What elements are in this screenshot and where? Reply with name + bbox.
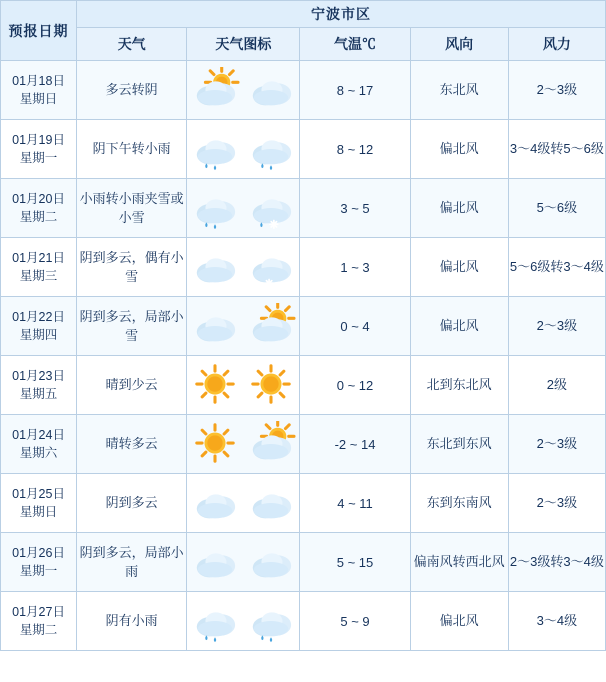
weather-icon-pair bbox=[187, 421, 299, 467]
forecast-weekday: 星期六 bbox=[19, 446, 58, 460]
wind-direction-cell: 偏南风转西北风 bbox=[410, 533, 508, 592]
cloudy-icon bbox=[189, 480, 241, 526]
forecast-date-cell bbox=[1, 592, 77, 651]
wind-direction-cell: 偏北风 bbox=[410, 238, 508, 297]
wind-power-cell: 2～3级 bbox=[508, 474, 605, 533]
forecast-weekday: 星期三 bbox=[19, 269, 58, 283]
weather-description-cell: 晴转多云 bbox=[77, 415, 187, 474]
wind-direction-cell: 偏北风 bbox=[410, 297, 508, 356]
table-row bbox=[1, 415, 606, 474]
sunny-icon bbox=[189, 421, 241, 467]
weather-icon-cell bbox=[187, 415, 300, 474]
table-row bbox=[1, 61, 606, 120]
forecast-date: 01月20日 bbox=[12, 191, 65, 206]
weather-icon-pair bbox=[187, 126, 299, 172]
light-rain-icon bbox=[245, 126, 297, 172]
sunny-icon bbox=[189, 362, 241, 408]
forecast-date: 01月22日 bbox=[12, 309, 65, 324]
forecast-date-cell bbox=[1, 238, 77, 297]
forecast-weekday: 星期一 bbox=[19, 564, 58, 578]
forecast-date: 01月24日 bbox=[12, 427, 65, 442]
temperature-cell: 4 ~ 11 bbox=[300, 474, 410, 533]
weather-icon-pair bbox=[187, 185, 299, 231]
wind-power-cell: 2～3级 bbox=[508, 61, 605, 120]
light-rain-icon bbox=[245, 598, 297, 644]
weather-description-cell: 阴到多云，局部小雨 bbox=[77, 533, 187, 592]
weather-icon-cell bbox=[187, 120, 300, 179]
wind-power-cell: 3～4级转5～6级 bbox=[508, 120, 605, 179]
table-row bbox=[1, 179, 606, 238]
temperature-cell: -2 ~ 14 bbox=[300, 415, 410, 474]
forecast-date-cell bbox=[1, 297, 77, 356]
wind-direction-cell: 偏北风 bbox=[410, 179, 508, 238]
partly-cloudy-day-icon bbox=[245, 421, 297, 467]
wind-direction-cell: 东到东南风 bbox=[410, 474, 508, 533]
weather-icon-cell bbox=[187, 297, 300, 356]
table-row bbox=[1, 474, 606, 533]
light-rain-icon bbox=[189, 126, 241, 172]
temperature-cell: 0 ~ 4 bbox=[300, 297, 410, 356]
cloudy-icon bbox=[189, 303, 241, 349]
forecast-date: 01月18日 bbox=[12, 73, 65, 88]
temperature-cell: 8 ~ 17 bbox=[300, 61, 410, 120]
wind-power-cell: 2～3级 bbox=[508, 415, 605, 474]
wind-direction-cell: 偏北风 bbox=[410, 592, 508, 651]
table-row bbox=[1, 297, 606, 356]
forecast-date-cell bbox=[1, 474, 77, 533]
forecast-date: 01月23日 bbox=[12, 368, 65, 383]
wind-power-cell: 3～4级 bbox=[508, 592, 605, 651]
weather-icon-pair bbox=[187, 244, 299, 290]
column-header-wind-power: 风力 bbox=[508, 28, 605, 61]
light-rain-icon bbox=[189, 598, 241, 644]
weather-description-cell: 阴有小雨 bbox=[77, 592, 187, 651]
column-header-weather: 天气 bbox=[77, 28, 187, 61]
cloudy-icon bbox=[189, 244, 241, 290]
temperature-cell: 8 ~ 12 bbox=[300, 120, 410, 179]
wind-direction-cell: 东北到东风 bbox=[410, 415, 508, 474]
table-row bbox=[1, 592, 606, 651]
forecast-date: 01月25日 bbox=[12, 486, 65, 501]
forecast-date-cell bbox=[1, 533, 77, 592]
forecast-weekday: 星期四 bbox=[19, 328, 58, 342]
column-header-date: 预报日期 bbox=[1, 1, 77, 61]
forecast-date-cell bbox=[1, 415, 77, 474]
cloudy-icon bbox=[245, 480, 297, 526]
weather-icon-cell bbox=[187, 592, 300, 651]
table-header-row bbox=[1, 28, 606, 61]
weather-icon-pair bbox=[187, 480, 299, 526]
temperature-cell: 0 ~ 12 bbox=[300, 356, 410, 415]
temperature-cell: 1 ~ 3 bbox=[300, 238, 410, 297]
weather-description-cell: 多云转阴 bbox=[77, 61, 187, 120]
forecast-date-cell bbox=[1, 179, 77, 238]
wind-direction-cell: 偏北风 bbox=[410, 120, 508, 179]
cloudy-icon bbox=[245, 67, 297, 113]
table-row bbox=[1, 238, 606, 297]
table-row bbox=[1, 533, 606, 592]
forecast-date-cell bbox=[1, 61, 77, 120]
sleet-icon bbox=[245, 185, 297, 231]
forecast-date-cell bbox=[1, 120, 77, 179]
weather-icon-cell bbox=[187, 533, 300, 592]
table-title-row bbox=[1, 1, 606, 28]
forecast-weekday: 星期日 bbox=[19, 92, 58, 106]
weather-icon-cell bbox=[187, 179, 300, 238]
page-title: 宁波市区 bbox=[77, 1, 606, 28]
table-row bbox=[1, 120, 606, 179]
column-header-icon: 天气图标 bbox=[187, 28, 300, 61]
weather-description-cell: 阴到多云，偶有小雪 bbox=[77, 238, 187, 297]
weather-description-cell: 小雨转小雨夹雪或小雪 bbox=[77, 179, 187, 238]
weather-icon-cell bbox=[187, 61, 300, 120]
weather-icon-pair bbox=[187, 362, 299, 408]
cloudy-icon bbox=[245, 539, 297, 585]
weather-description-cell: 阴到多云 bbox=[77, 474, 187, 533]
wind-direction-cell: 北到东北风 bbox=[410, 356, 508, 415]
wind-power-cell: 2级 bbox=[508, 356, 605, 415]
forecast-date: 01月21日 bbox=[12, 250, 65, 265]
wind-power-cell: 5～6级转3～4级 bbox=[508, 238, 605, 297]
forecast-date: 01月27日 bbox=[12, 604, 65, 619]
column-header-temp: 气温℃ bbox=[300, 28, 410, 61]
forecast-weekday: 星期五 bbox=[19, 387, 58, 401]
table-row bbox=[1, 356, 606, 415]
wind-power-cell: 5～6级 bbox=[508, 179, 605, 238]
weather-description-cell: 阴下午转小雨 bbox=[77, 120, 187, 179]
weather-icon-cell bbox=[187, 474, 300, 533]
wind-power-cell: 2～3级 bbox=[508, 297, 605, 356]
forecast-weekday: 星期日 bbox=[19, 505, 58, 519]
weather-icon-cell bbox=[187, 356, 300, 415]
partly-cloudy-day-icon bbox=[245, 303, 297, 349]
temperature-cell: 3 ~ 5 bbox=[300, 179, 410, 238]
column-header-wind-dir: 风向 bbox=[410, 28, 508, 61]
weather-icon-pair bbox=[187, 598, 299, 644]
forecast-weekday: 星期一 bbox=[19, 151, 58, 165]
forecast-date: 01月19日 bbox=[12, 132, 65, 147]
forecast-weekday: 星期二 bbox=[19, 210, 58, 224]
weather-icon-pair bbox=[187, 67, 299, 113]
weather-description-cell: 晴到少云 bbox=[77, 356, 187, 415]
sunny-icon bbox=[245, 362, 297, 408]
forecast-weekday: 星期二 bbox=[19, 623, 58, 637]
light-snow-icon bbox=[245, 244, 297, 290]
weather-icon-pair bbox=[187, 539, 299, 585]
temperature-cell: 5 ~ 9 bbox=[300, 592, 410, 651]
light-rain-icon bbox=[189, 185, 241, 231]
weather-icon-pair bbox=[187, 303, 299, 349]
cloudy-icon bbox=[189, 539, 241, 585]
forecast-date: 01月26日 bbox=[12, 545, 65, 560]
weather-icon-cell bbox=[187, 238, 300, 297]
temperature-cell: 5 ~ 15 bbox=[300, 533, 410, 592]
weather-description-cell: 阴到多云，局部小雪 bbox=[77, 297, 187, 356]
forecast-date-cell bbox=[1, 356, 77, 415]
wind-direction-cell: 东北风 bbox=[410, 61, 508, 120]
wind-power-cell: 2～3级转3～4级 bbox=[508, 533, 605, 592]
partly-cloudy-day-icon bbox=[189, 67, 241, 113]
